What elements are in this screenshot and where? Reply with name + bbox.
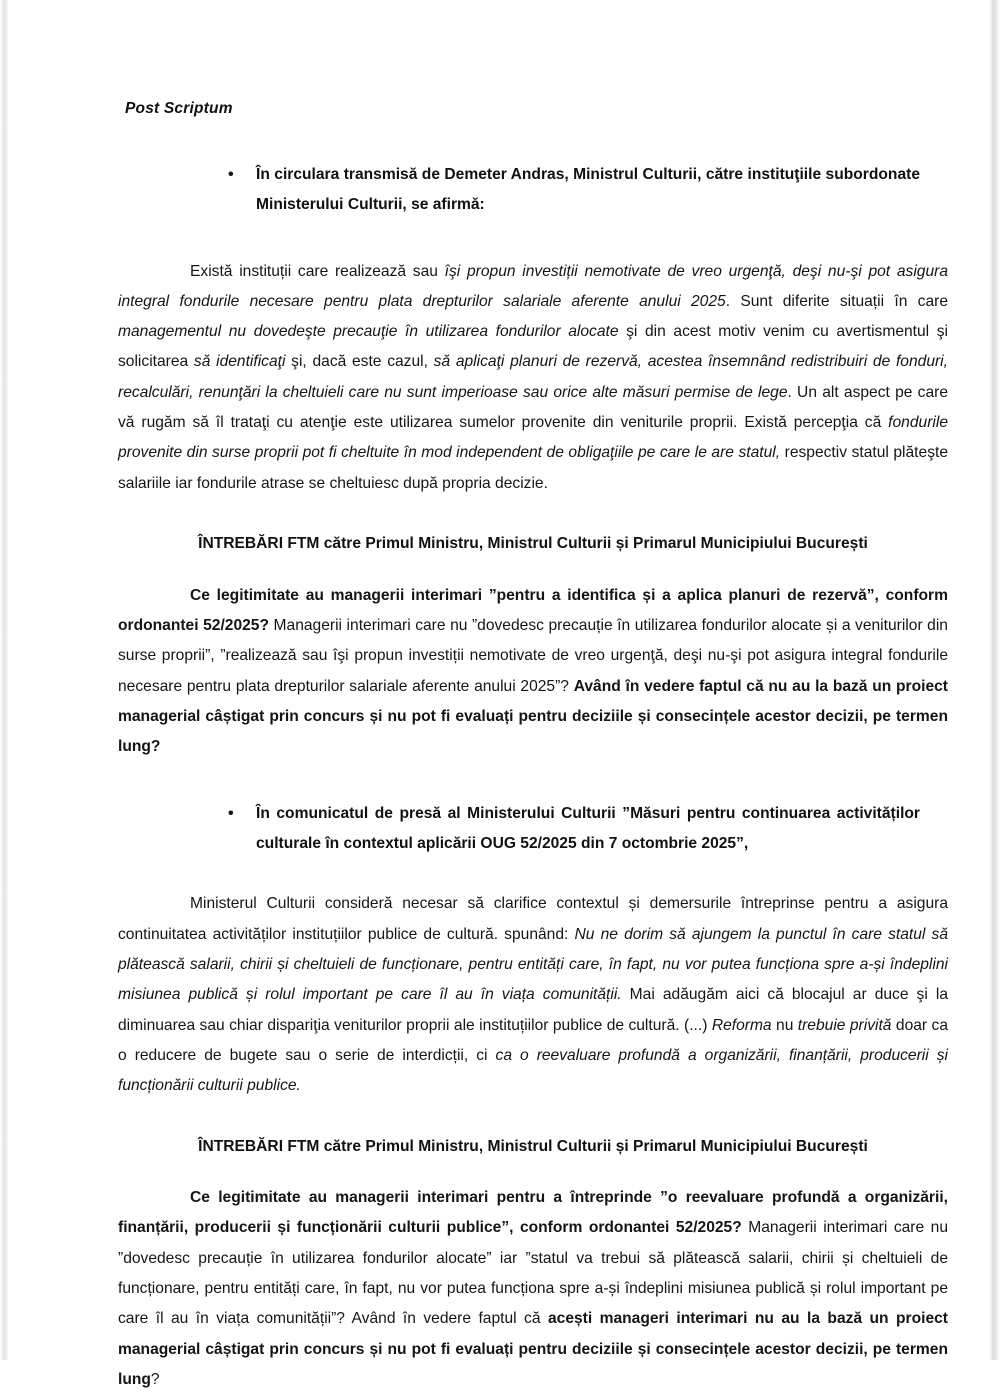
question-1-bold-lead: Ce legitimitate au managerii interimari ”pentru a identifica și a aplica planuri de rezervă”, conform ordonantei 52/2025? — [118, 586, 948, 635]
quote-seg-3: . Sunt diferite situații în care — [725, 292, 949, 310]
quote-seg-9: . Un alt aspect pe care vă rugăm să îl trataţi cu atenţie este utilizarea sumelor provenite din veniturile proprii. Există percepţia că — [118, 383, 948, 432]
heading-intrebari-ftm-2: ÎNTREBĂRI FTM către Primul Ministru, Ministrul Culturii și Primarul Municipiului București — [198, 1137, 868, 1155]
quote-seg-1: Există instituții care realizează sau — [190, 262, 445, 280]
question-paragraph-1 — [118, 581, 948, 763]
quote-seg-2-italic: îşi propun investiții nemotivate de vreo urgenţă, deşi nu-şi pot asigura integral fondurile necesare pentru plata drepturilor salariale aferente anului 2025 — [118, 262, 948, 310]
list-item: • În circulara transmisă de Demeter Andras, Ministrul Culturii, către instituţiile subordonate Ministerului Culturii, se afirmă: — [228, 160, 920, 221]
list-item: • În comunicatul de presă al Ministerului Culturii ”Măsuri pentru continuarea activităților culturale în contextul aplicării OUG 52/2025 din 7 octombrie 2025”, — [228, 799, 920, 860]
question-2-bold-lead: Ce legitimitate au managerii interimari pentru a întreprinde ”o reevaluare profundă a organizării, finanțării, producerii și funcționării culturii publice”, conform ordonantei 52/2025? — [118, 1189, 948, 1237]
quote-seg-7: şi, dacă este cazul, — [285, 353, 434, 371]
comunicat-seg-5: nu — [771, 1016, 798, 1034]
quote-seg-4-italic: managementul nu dovedeşte precauţie în utilizarea fondurilor alocate — [118, 323, 619, 341]
bullet-list-second — [118, 799, 948, 860]
comunicat-seg-4-italic: Reforma — [711, 1016, 772, 1034]
page-title: Post Scriptum — [125, 100, 233, 117]
comunicat-seg-3: Mai adăugăm aici că blocajul ar duce şi la diminuarea sau chiar dispariţia veniturilor proprii ale instituțiilor publice de cultură. (...) — [118, 986, 948, 1034]
quote-seg-5: şi din acest motiv venim cu avertismentul şi solicitarea — [118, 323, 948, 371]
question-paragraph-2 — [118, 1183, 948, 1395]
comunicat-seg-6-italic: trebuie privită — [797, 1016, 892, 1034]
comunicat-seg-7: doar ca o reducere de bugete sau o serie de interdicții, ci — [118, 1016, 948, 1064]
comunicat-seg-2-italic: Nu ne dorim să ajungem la punctul în care statul să plătească salarii, chirii și cheltuieli de funcționare, pentru entități care, în fapt, nu vor putea funcționa spre a-și îndeplini misiunea publică și rolul important pe care îl au în viața comunității. — [118, 925, 948, 1004]
question-1-bold-tail: Având în vedere faptul că nu au la bază un proiect managerial câștigat prin concurs și nu pot fi evaluați pentru deciziile și consecințele acestor decizii, pe termen lung? — [118, 677, 948, 756]
question-2-body: Managerii interimari care nu ”dovedesc precauție în utilizarea fondurilor alocate” iar ”statul va trebui să plătească salarii, chirii și cheltuieli de funcționare, pentru entități care, în fapt, nu vor putea funcționa spre a-și îndeplini misiunea publică și rolul important pe care îl au în viața comunității”? Având în vedere faptul că — [118, 1219, 948, 1328]
heading-intrebari-ftm-1: ÎNTREBĂRI FTM către Primul Ministru, Ministrul Culturii și Primarul Municipiului București — [198, 535, 868, 553]
comunicat-seg-8-italic: ca o reevaluare profundă a organizării, finanțării, producerii și funcționării culturii publice. — [118, 1046, 948, 1095]
quote-paragraph-comunicat — [118, 889, 948, 1101]
question-1-body: Managerii interimari care nu ”dovedesc precauție în utilizarea fondurilor alocate și a veniturilor din surse proprii”, ”realizează sau îşi propun investiții nemotivate de vreo urgenţă, deşi nu-şi pot asigura integral fondurile necesare pentru plata drepturilor salariale aferente anului 2025”? — [118, 617, 948, 695]
quote-seg-11: respectiv statul plăteşte salariile iar fondurile atrase se cheltuiesc după propria decizie. — [118, 444, 948, 492]
question-2-final-mark: ? — [150, 1371, 160, 1389]
quote-seg-8-italic: să aplicaţi planuri de rezervă, acestea însemnând redistribuiri de fonduri, recalculări, renunţări la cheltuieli care nu sunt imperioase sau orice alte măsuri permise de lege — [118, 353, 948, 401]
question-2-bold-tail: acești manageri interimari nu au la bază un proiect managerial câștigat prin concurs și nu pot fi evaluați pentru deciziile și consecințele acestor decizii, pe termen lung — [118, 1310, 949, 1389]
bullet-list-first — [118, 160, 948, 221]
quote-paragraph-circulara — [118, 257, 948, 500]
quote-seg-6-italic: să identificaţi — [193, 353, 286, 371]
quote-seg-10-italic: fondurile provenite din surse proprii pot fi cheltuite în mod independent de obligaţiile pe care le are statul, — [118, 414, 948, 462]
comunicat-seg-1: Ministerul Culturii consideră necesar să clarifice contextul și demersurile întreprinse pentru a asigura continuitatea activităților instituțiilor publice de cultură. spunând: — [118, 895, 948, 943]
